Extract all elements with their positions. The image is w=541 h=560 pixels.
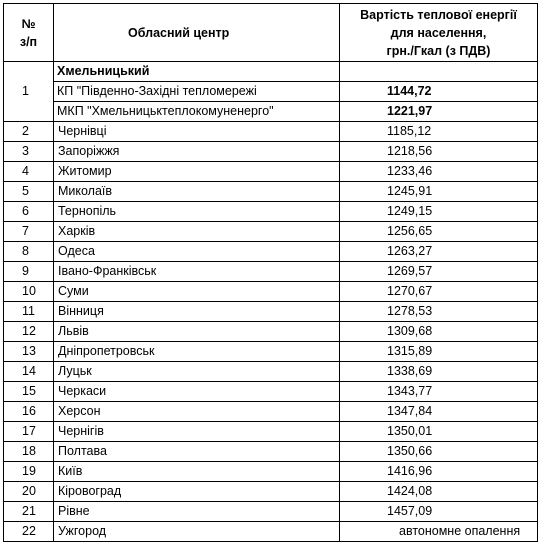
row-city: Луцьк [54, 362, 340, 382]
row-value: 1218,56 [340, 142, 538, 162]
table-row [4, 322, 538, 342]
header-cost-line2: для населення, [390, 25, 487, 40]
row-num: 8 [4, 242, 54, 262]
row-value: 1343,77 [340, 382, 538, 402]
table-row [4, 282, 538, 302]
header-num-line1: № [21, 16, 36, 31]
header-cost [340, 4, 538, 62]
row-num: 21 [4, 502, 54, 522]
row-city: Миколаїв [54, 182, 340, 202]
row-num: 4 [4, 162, 54, 182]
table-row [4, 362, 538, 382]
header-cost-line3: грн./Гкал (з ПДВ) [386, 43, 491, 58]
row-value: 1245,91 [340, 182, 538, 202]
row-city: Житомир [54, 162, 340, 182]
table-row [4, 162, 538, 182]
table-row [4, 182, 538, 202]
row-num: 13 [4, 342, 54, 362]
row-value: 1350,01 [340, 422, 538, 442]
row-city: Дніпропетровськ [54, 342, 340, 362]
row-city: Полтава [54, 442, 340, 462]
provider-name: МКП "Хмельницьктеплокомуненерго" [54, 102, 340, 122]
header-num [4, 4, 54, 62]
row-num: 15 [4, 382, 54, 402]
row-value: 1185,12 [340, 122, 538, 142]
table-row [4, 382, 538, 402]
row-city: Суми [54, 282, 340, 302]
row-value: 1256,65 [340, 222, 538, 242]
row-city: Тернопіль [54, 202, 340, 222]
row-value: 1270,67 [340, 282, 538, 302]
row-num: 22 [4, 522, 54, 542]
table-row [4, 402, 538, 422]
row-value: 1309,68 [340, 322, 538, 342]
row-city: Запоріжжя [54, 142, 340, 162]
row-num: 2 [4, 122, 54, 142]
table-row [4, 122, 538, 142]
table-row [4, 482, 538, 502]
heat-cost-table [3, 3, 538, 542]
row-value: 1424,08 [340, 482, 538, 502]
row-city: Чернівці [54, 122, 340, 142]
row-value: 1233,46 [340, 162, 538, 182]
row-num: 11 [4, 302, 54, 322]
row-value: 1249,15 [340, 202, 538, 222]
row-city: Одеса [54, 242, 340, 262]
row-value: 1416,96 [340, 462, 538, 482]
row-city: Чернігів [54, 422, 340, 442]
table-row [4, 262, 538, 282]
row-value: 1350,66 [340, 442, 538, 462]
row-value: 1457,09 [340, 502, 538, 522]
row-city: Київ [54, 462, 340, 482]
row-num: 19 [4, 462, 54, 482]
row-city: Черкаси [54, 382, 340, 402]
table-row [4, 342, 538, 362]
provider-value: 1144,72 [340, 82, 538, 102]
row-num: 6 [4, 202, 54, 222]
table-row [4, 522, 538, 542]
row-city: Львів [54, 322, 340, 342]
row-city: Івано-Франківськ [54, 262, 340, 282]
table-row [4, 222, 538, 242]
row-num: 7 [4, 222, 54, 242]
row-num: 10 [4, 282, 54, 302]
row-num: 17 [4, 422, 54, 442]
row-num: 14 [4, 362, 54, 382]
row-num: 3 [4, 142, 54, 162]
table-row [4, 462, 538, 482]
row-value: 1347,84 [340, 402, 538, 422]
row-num: 9 [4, 262, 54, 282]
row-city: Вінниця [54, 302, 340, 322]
row-city: Херсон [54, 402, 340, 422]
table-row [4, 422, 538, 442]
row-city: Хмельницький [54, 62, 340, 82]
table-row [4, 442, 538, 462]
table-row-group1-city [4, 62, 538, 82]
row-num: 16 [4, 402, 54, 422]
row-value: 1278,53 [340, 302, 538, 322]
table-row-provider [4, 82, 538, 102]
row-city: Харків [54, 222, 340, 242]
header-center: Обласний центр [54, 4, 340, 62]
row-value: 1269,57 [340, 262, 538, 282]
row-city: Ужгород [54, 522, 340, 542]
header-row [4, 4, 538, 62]
row-value: 1315,89 [340, 342, 538, 362]
row-num: 20 [4, 482, 54, 502]
table-row [4, 142, 538, 162]
row-value-empty [340, 62, 538, 82]
header-num-line2: з/п [19, 34, 38, 49]
table-row-provider [4, 102, 538, 122]
row-value: 1338,69 [340, 362, 538, 382]
table-row [4, 242, 538, 262]
row-num: 18 [4, 442, 54, 462]
provider-value: 1221,97 [340, 102, 538, 122]
row-value: автономне опалення [340, 522, 538, 542]
row-city: Рівне [54, 502, 340, 522]
row-num: 12 [4, 322, 54, 342]
table-row [4, 302, 538, 322]
row-city: Кіровоград [54, 482, 340, 502]
provider-name: КП "Південно-Західні тепломережі [54, 82, 340, 102]
table-row [4, 202, 538, 222]
header-cost-line1: Вартість теплової енергії [360, 7, 517, 22]
row-num: 1 [4, 62, 54, 122]
table-row [4, 502, 538, 522]
row-num: 5 [4, 182, 54, 202]
row-value: 1263,27 [340, 242, 538, 262]
